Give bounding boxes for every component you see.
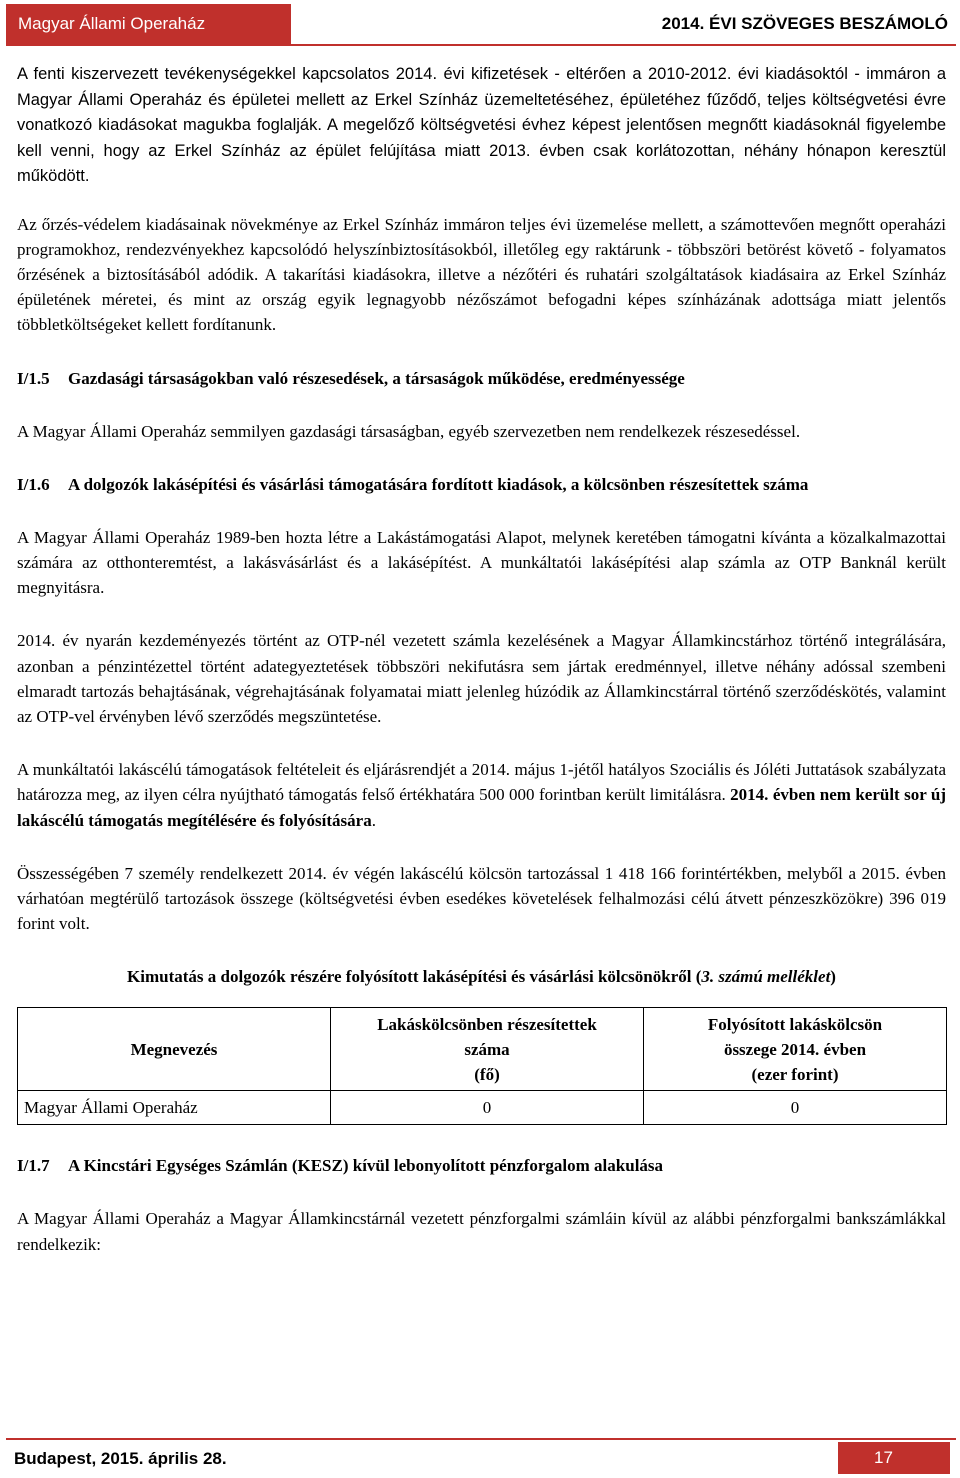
header-line: száma — [464, 1039, 510, 1059]
section-number: I/1.5 — [17, 368, 50, 388]
section-title: A Kincstári Egységes Számlán (KESZ) kívül lebonyolított pénzforgalom alakulása — [68, 1156, 664, 1176]
cell-name: Magyar Állami Operaház — [18, 1091, 331, 1125]
section-number: I/1.7 — [17, 1156, 50, 1176]
page-number: 17 — [838, 1442, 950, 1474]
paragraph-shareholdings: A Magyar Állami Operaház semmilyen gazdasági társaságban, egyéb szervezetben nem rendelkezek részesedéssel. — [17, 421, 801, 441]
table-caption — [17, 964, 946, 989]
header-line: (ezer forint) — [751, 1064, 839, 1084]
column-header-amount — [644, 1008, 947, 1091]
paragraph-outsourced-payments: A fenti kiszervezett tevékenységekkel kapcsolatos 2014. évi kifizetések - eltérően a 2010-2012. évi kiadásoktól - immáron a Magyar Állami Operaház és épületei mellett az Erkel Színház üzemeltetéséhez, épületéhez fűződő, teljes költségvetési évre vonatkozó kiadásokat magukba foglalják. A megelőző költségvetési évhez képest jelentősen megnőtt kiadásoknál figyelembe kell venni, hogy az Erkel Színház az épület felújítása miatt 2013. évben csak korlátozottan, néhány hónapon keresztül működött. — [17, 65, 946, 185]
cell-count: 0 — [331, 1091, 644, 1125]
header-divider — [6, 44, 956, 46]
header-title-left: Magyar Állami Operaház — [6, 4, 291, 44]
paragraph-security-costs: Az őrzés-védelem kiadásainak növekménye az Erkel Színház immáron teljes évi üzemelése mellett, a számottevően megnőtt operaházi programokhoz, rendezvényekhez kapcsolódó helyszínbiztosításokból, illetőleg egy raktárunk - többszöri betörést követő - folyamatos őrzésének a biztosításából adódik. A takarítási kiadásokra, illetve a nézőtéri és ruhatári szolgáltatások kiadásaira az Erkel Színház épületének méretei, és mint az ország egyik legnagyobb nézőszámot befogadni képes színházának adottsága miatt jelentős többletköltségeket kellett fordítanunk. — [17, 214, 946, 335]
housing-loan-table — [17, 1007, 947, 1125]
footer-date: Budapest, 2015. április 28. — [14, 1449, 227, 1468]
table-header-row — [18, 1008, 947, 1091]
header-line: Lakáskölcsönben részesítettek — [377, 1014, 597, 1034]
header-line: (fő) — [474, 1064, 500, 1084]
header-line: Folyósított lakáskölcsön — [707, 1014, 883, 1034]
section-number: I/1.6 — [17, 474, 50, 494]
paragraph-loan-summary: Összességében 7 személy rendelkezett 2014. év végén lakáscélú kölcsön tartozással 1 418 166 forintértékben, melyből a 2015. évben várhatóan megtérülő tartozások összege (költségvetési évben esedékes követelések felhalmozási célú átvett pénzeszközökre) 396 019 forint volt. — [17, 863, 946, 934]
caption-text: Kimutatás a dolgozók részére folyósított lakásépítési és vásárlási kölcsönökről ( — [127, 967, 702, 987]
table-row — [18, 1091, 947, 1125]
cell-amount: 0 — [644, 1091, 947, 1125]
text-bold: 2014. évben nem került sor új lakáscélú támogatás megítélésére és folyósítására — [17, 785, 947, 830]
text-period: . — [371, 810, 376, 830]
paragraph-bank-accounts: A Magyar Állami Operaház a Magyar Államkincstárnál vezetett pénzforgalmi számláin kívül az alábbi pénzforgalmi bankszámlákkal rendelkezik: — [17, 1209, 946, 1254]
paragraph-housing-support-rules — [17, 757, 946, 833]
column-header-name: Megnevezés — [18, 1008, 331, 1091]
paragraph-treasury-integration: 2014. év nyarán kezdeményezés történt az OTP-nél vezetett számla kezelésének a Magyar Államkincstárhoz történő integrálására, azonban a pénzintézettel történt adategyeztetések többszöri nekifutásra sem jártak eredménnyel, illetve néhány adóssal szembeni elmaradt tartozás behajtásának, végrehajtásának folyamatai miatt jelenleg húzódik az Államkincstárral történő szerződéskötés, valamint az OTP-vel érvényben lévő szerződés megszüntetése. — [17, 631, 946, 726]
section-heading-1-5 — [17, 366, 946, 391]
document-body — [17, 62, 946, 1257]
section-title: A dolgozók lakásépítési és vásárlási támogatására fordított kiadások, a kölcsönben részesítettek száma — [68, 474, 809, 494]
section-title: Gazdasági társaságokban való részesedések, a társaságok működése, eredményessége — [68, 368, 685, 388]
caption-appendix-ref: 3. számú melléklet — [701, 967, 831, 987]
paragraph-housing-fund: A Magyar Állami Operaház 1989-ben hozta létre a Lakástámogatási Alapot, melynek keretében támogatni kívánta a közalkalmazottai számára az otthonteremtést, a lakásvásárlást és a lakásépítést. A munkáltatói lakásépítési alap számla az OTP Banknál került megnyitásra. — [17, 527, 946, 598]
caption-close: ) — [830, 967, 836, 987]
column-header-count — [331, 1008, 644, 1091]
section-heading-1-6 — [17, 472, 946, 497]
footer-divider — [6, 1438, 956, 1440]
text-normal: A munkáltatói lakáscélú támogatások feltételeit és eljárásrendjét a 2014. május 1-jétől hatályos Szociális és Jóléti Juttatások szabályzata határozza meg, az ilyen célra nyújtható támogatás felső értékhatára 500 000 forintban került limitálásra. — [17, 760, 946, 805]
header-title-right: 2014. ÉVI SZÖVEGES BESZÁMOLÓ — [661, 14, 948, 33]
section-heading-1-7 — [17, 1153, 946, 1178]
header-line: összege 2014. évben — [723, 1039, 867, 1059]
